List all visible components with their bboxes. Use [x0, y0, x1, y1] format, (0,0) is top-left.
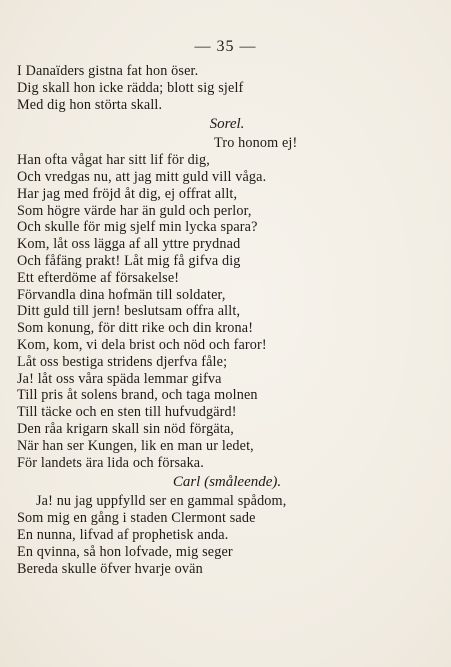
- verse-line: En nunna, lifvad af prophetisk anda.: [17, 526, 229, 543]
- verse-line: Har jag med fröjd åt dig, ej offrat allt,: [17, 185, 238, 202]
- verse-line: Ja! låt oss våra späda lemmar gifva: [17, 370, 222, 387]
- verse-line: Kom, kom, vi dela brist och nöd och faror!: [17, 336, 267, 353]
- page-number: — 35 —: [194, 38, 257, 55]
- verse-line: När han ser Kungen, lik en man ur ledet,: [17, 437, 254, 454]
- verse-line: Till pris åt solens brand, och taga molnen: [17, 387, 258, 404]
- verse-line: Och fåfäng prakt! Låt mig få gifva dig: [17, 252, 241, 269]
- verse-line: Med dig hon störta skall.: [17, 96, 163, 113]
- verse-line: Förvandla dina hofmän till soldater,: [17, 286, 226, 303]
- verse-line: Dig skall hon icke rädda; blott sig sjelf: [17, 79, 244, 96]
- speaker-heading: [17, 114, 437, 134]
- verse-line: Tro honom ej!: [214, 135, 298, 152]
- verse-line: Som konung, för ditt rike och din krona!: [17, 320, 254, 337]
- verse-line: Han ofta vågat har sitt lif för dig,: [17, 152, 210, 169]
- speaker-name: Carl: [172, 474, 201, 491]
- verse-line: En qvinna, så hon lofvade, mig seger: [17, 543, 233, 560]
- verse-line: Som högre värde har än guld och perlor,: [17, 202, 252, 219]
- verse-line: Som mig en gång i staden Clermont sade: [17, 510, 256, 527]
- verse-line: Och skulle för mig sjelf min lycka spara?: [17, 219, 258, 236]
- verse-line: Till täcke och en sten till hufvudgärd!: [17, 404, 237, 421]
- verse-line: För landets ära lida och försaka.: [17, 454, 204, 471]
- verse-line: Och vredgas nu, att jag mitt guld vill våga.: [17, 168, 267, 185]
- verse-line: Kom, låt oss lägga af all yttre prydnad: [17, 236, 241, 253]
- stage-direction: (småleende).: [204, 474, 282, 491]
- speaker-name: Sorel.: [209, 116, 245, 133]
- speaker-heading: [17, 472, 437, 492]
- verse-line: Ja! nu jag uppfylld ser en gammal spådom,: [36, 493, 287, 510]
- verse-line: Ditt guld till jern! beslutsam offra allt,: [17, 303, 241, 320]
- verse-line: Ett efterdöme af försakelse!: [17, 269, 180, 286]
- verse-line: Den råa krigarn skall sin nöd förgäta,: [17, 420, 235, 437]
- verse-line: Bereda skulle öfver hvarje ovän: [17, 560, 203, 577]
- verse-line: Låt oss bestiga stridens djerfva fåle;: [17, 353, 228, 370]
- verse-text: [17, 63, 437, 577]
- verse-line: I Danaïders gistna fat hon öser.: [17, 63, 199, 79]
